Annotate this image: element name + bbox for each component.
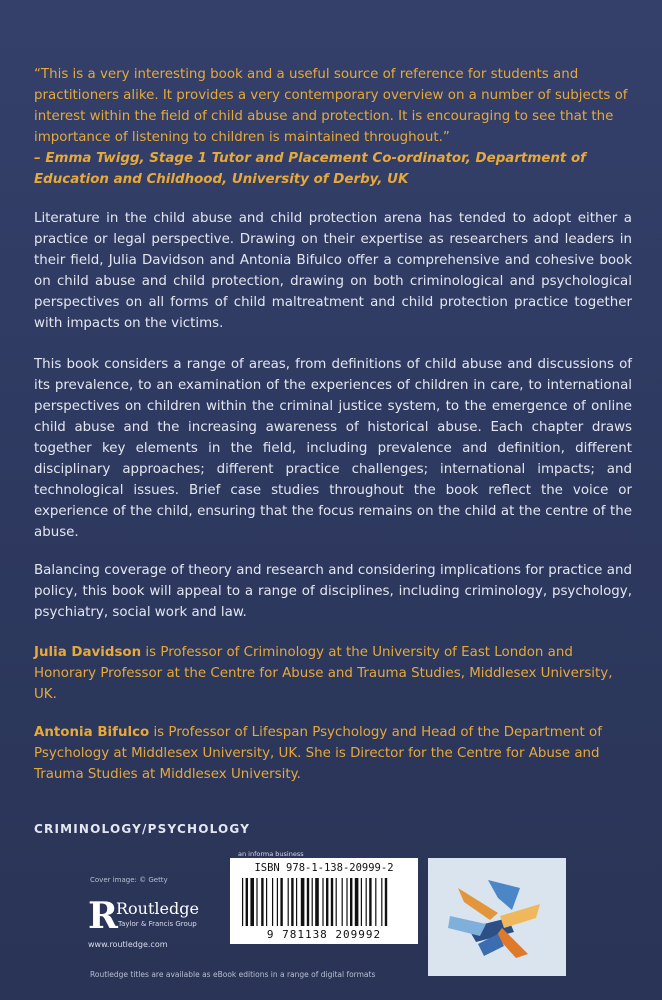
quote-text: “This is a very interesting book and a useful source of reference for students and practitioners alike. It provides a very contemporary overview on a number of subjects of interest within the field of child abuse and protection. It is encouraging to see that the importance of listening to children is maintained throughout.” [34, 67, 628, 145]
description-paragraph-1: Literature in the child abuse and child protection arena has tended to adopt either a practice or legal perspective. Drawing on their expertise as researchers and leaders in their field, Julia Davidson and Antonia Bifulco offer a comprehensive and cohesive book on child abuse and child protection, drawing on both criminological and psychological perspectives on all forms of child maltreatment and child protection practice together with impacts on the victims. [34, 211, 632, 331]
publisher-website: www.routledge.com [88, 940, 168, 949]
arrows-artwork-icon [428, 858, 566, 976]
barcode-digits: 9 781138 209992 [266, 928, 382, 941]
author-bio-text: is Professor of Lifespan Psychology and Head of the Department of Psychology at Middlesex University, UK. She is Director for the Centre for Abuse and Trauma Studies at Middlesex University. [34, 725, 602, 782]
subject-category: CRIMINOLOGY/PSYCHOLOGY [34, 822, 251, 836]
endorsement-quote [34, 64, 632, 190]
publisher-group: Taylor & Francis Group [118, 920, 197, 928]
author-bio-bifulco [34, 722, 632, 785]
description-paragraph-3: Balancing coverage of theory and research and considering implications for practice and policy, this book will appeal to a range of disciplines, including criminology, psychology, psychiatry, social work and law. [34, 563, 632, 620]
author-name: Antonia Bifulco [34, 725, 150, 740]
author-name: Julia Davidson [34, 645, 142, 660]
cover-art-thumbnail [428, 858, 566, 976]
barcode [230, 858, 418, 944]
barcode-bars [240, 878, 408, 928]
publisher-logo [88, 895, 218, 943]
ebook-availability-note: Routledge titles are available as eBook editions in a range of digital formats [90, 970, 376, 979]
author-bio-text: is Professor of Criminology at the University of East London and Honorary Professor at the Centre for Abuse and Trauma Studies, Middlesex University, UK. [34, 645, 613, 702]
description-paragraph-2: This book considers a range of areas, from definitions of child abuse and discussions of its prevalence, to an examination of the experiences of children in care, to international perspectives on children within the criminal justice system, to the emergence of online child abuse and the increasing awareness of historical abuse. Each chapter draws together key elements in the field, including prevalence and definition, different disciplinary approaches; different practice challenges; international impacts; and technological issues. Brief case studies throughout the book reflect the voice or experience of the child, ensuring that the focus remains on the child at the centre of the abuse. [34, 357, 632, 540]
quote-attribution: – Emma Twigg, Stage 1 Tutor and Placement Co-ordinator, Department of Education and Childhood, University of Derby, UK [34, 151, 586, 187]
informa-business-label: an informa business [238, 850, 304, 858]
author-bio-davidson [34, 642, 632, 705]
routledge-r-icon: R [88, 895, 118, 937]
publisher-name: Routledge [116, 899, 199, 918]
cover-image-credit: Cover image: © Getty [90, 876, 168, 884]
isbn-label: ISBN 978-1-138-20999-2 [254, 862, 394, 874]
